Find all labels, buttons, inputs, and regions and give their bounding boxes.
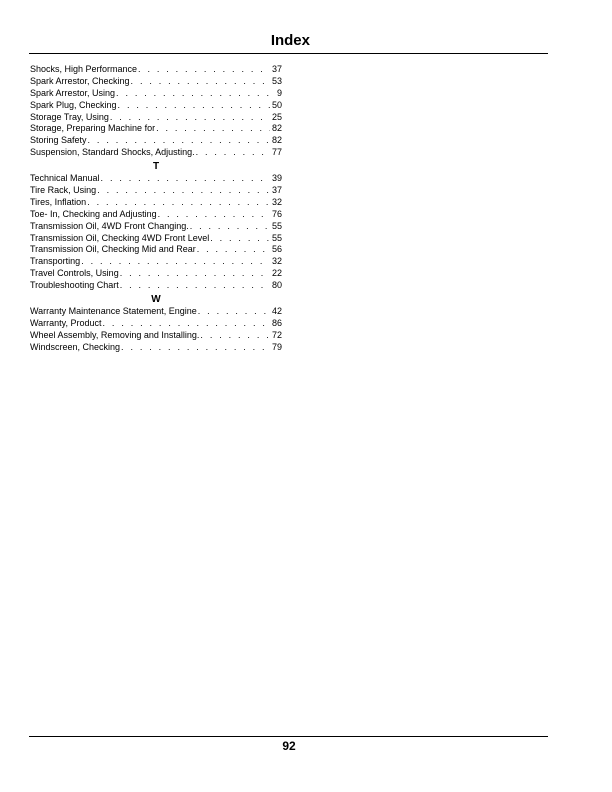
index-entry-label: Transmission Oil, Checking 4WD Front Level — [30, 232, 210, 243]
index-entry — [30, 147, 282, 159]
index-entry — [30, 197, 282, 209]
index-entry — [30, 233, 282, 245]
index-entry-label: Transmission Oil, Checking Mid and Rear — [30, 244, 196, 255]
dot-leader — [121, 342, 270, 354]
index-entry-label: Suspension, Standard Shocks, Adjusting. — [30, 147, 195, 158]
index-entry-page: 82 — [271, 123, 282, 134]
index-entry — [30, 173, 282, 185]
index-entry-label: Storage Tray, Using — [30, 111, 109, 122]
index-entry-page: 32 — [271, 196, 282, 207]
index-entry-label: Toe- In, Checking and Adjusting — [30, 208, 157, 219]
dot-leader — [200, 330, 270, 342]
index-entry — [30, 123, 282, 135]
index-entry-page: 55 — [271, 232, 282, 243]
index-entry-page: 22 — [271, 268, 282, 279]
index-entry-page: 77 — [271, 147, 282, 158]
dot-leader — [190, 221, 270, 233]
index-list — [30, 64, 282, 354]
index-entry-page: 37 — [271, 185, 282, 196]
index-entry-label: Tires, Inflation — [30, 196, 87, 207]
dot-leader — [138, 64, 270, 76]
dot-leader — [87, 197, 270, 209]
section-letter: T — [152, 161, 160, 173]
index-entry — [30, 342, 282, 354]
index-entry-label: Spark Plug, Checking — [30, 99, 117, 110]
dot-leader — [81, 256, 270, 268]
index-entry-label: Warranty Maintenance Statement, Engine — [30, 306, 197, 317]
index-entry-page: 72 — [271, 329, 282, 340]
index-entry-label: Technical Manual — [30, 173, 100, 184]
index-entry-page: 50 — [271, 99, 282, 110]
index-entry-label: Troubleshooting Chart — [30, 280, 119, 291]
dot-leader — [103, 318, 270, 330]
footer-rule — [29, 736, 548, 737]
index-entry-page: 53 — [271, 75, 282, 86]
index-entry-label: Shocks, High Performance — [30, 64, 138, 74]
index-entry — [30, 330, 282, 342]
index-entry-label: Storage, Preparing Machine for — [30, 123, 156, 134]
index-entry-label: Transmission Oil, 4WD Front Changing. — [30, 220, 189, 231]
dot-leader — [210, 233, 270, 245]
index-entry — [30, 76, 282, 88]
dot-leader — [97, 185, 270, 197]
index-entry — [30, 112, 282, 124]
dot-leader — [101, 173, 270, 185]
index-entry-page: 39 — [271, 173, 282, 184]
index-entry-page: 56 — [271, 244, 282, 255]
dot-leader — [110, 112, 270, 124]
dot-leader — [156, 123, 270, 135]
page-number: 92 — [282, 739, 296, 753]
index-entry-page: 42 — [271, 306, 282, 317]
index-entry-page: 76 — [271, 208, 282, 219]
index-entry-label: Wheel Assembly, Removing and Installing. — [30, 329, 200, 340]
index-entry-page: 55 — [271, 220, 282, 231]
index-entry — [30, 306, 282, 318]
dot-leader — [131, 76, 270, 88]
dot-leader — [197, 244, 270, 256]
index-entry-page: 86 — [271, 317, 282, 328]
dot-leader — [88, 135, 270, 147]
index-entry-page: 25 — [271, 111, 282, 122]
index-entry-label: Storing Safety — [30, 135, 87, 146]
page-title: Index — [270, 32, 310, 49]
index-entry — [30, 256, 282, 268]
index-entry-label: Travel Controls, Using — [30, 268, 119, 279]
index-entry-page: 82 — [271, 135, 282, 146]
dot-leader — [116, 88, 270, 100]
index-entry-label: Spark Arrestor, Checking — [30, 75, 130, 86]
index-entry — [30, 135, 282, 147]
dot-leader — [120, 268, 270, 280]
index-entry-page: 80 — [271, 280, 282, 291]
index-entry — [30, 244, 282, 256]
index-entry — [30, 185, 282, 197]
index-entry — [30, 64, 282, 76]
index-entry-label: Spark Arrestor, Using — [30, 87, 116, 98]
index-entry-page: 9 — [276, 87, 282, 98]
index-entry-label: Transporting — [30, 256, 81, 267]
index-entry — [30, 221, 282, 233]
index-entry-label: Warranty, Product — [30, 317, 102, 328]
index-entry — [30, 88, 282, 100]
index-entry — [30, 318, 282, 330]
dot-leader — [118, 100, 270, 112]
dot-leader — [120, 280, 270, 292]
index-entry-page: 37 — [271, 64, 282, 74]
dot-leader — [198, 306, 270, 318]
index-entry-label: Windscreen, Checking — [30, 341, 121, 352]
section-letter: W — [151, 294, 161, 306]
header-rule — [29, 53, 548, 54]
index-entry — [30, 209, 282, 221]
dot-leader — [158, 209, 270, 221]
index-entry — [30, 268, 282, 280]
index-entry — [30, 280, 282, 292]
index-entry — [30, 100, 282, 112]
index-entry-page: 79 — [271, 341, 282, 352]
dot-leader — [196, 147, 270, 159]
index-entry-label: Tire Rack, Using — [30, 185, 97, 196]
index-entry-page: 32 — [271, 256, 282, 267]
